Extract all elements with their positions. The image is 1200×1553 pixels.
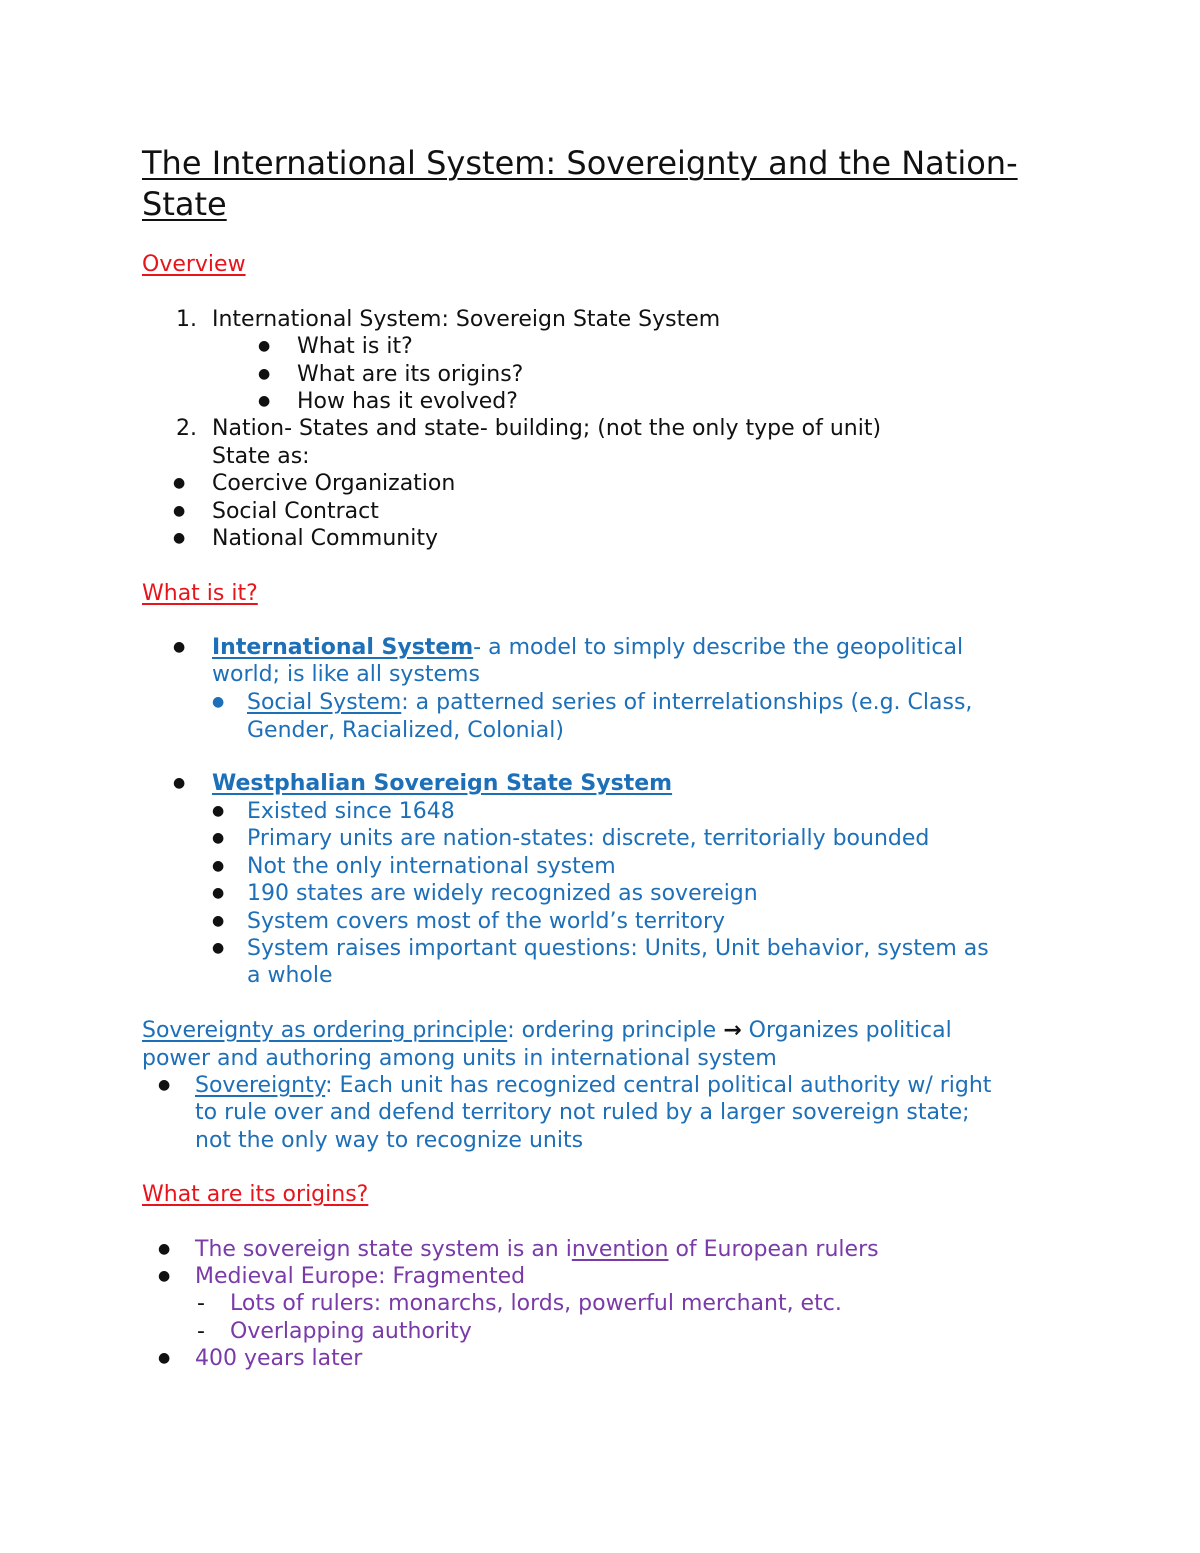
origins-point-underlined: nvention xyxy=(571,1237,669,1262)
sovereignty-definition-line xyxy=(195,1072,991,1099)
westphalian-point: Primary units are nation-states: discrete, territorially bounded xyxy=(247,826,930,851)
arrow-right-icon: → xyxy=(723,1018,742,1043)
international-system-term: International System xyxy=(212,635,474,660)
list-subitem: Social Contract xyxy=(212,499,379,524)
origins-point-text-a: The sovereign state system is an i xyxy=(195,1237,572,1262)
sovereignty-principle-text-b: Organizes political xyxy=(741,1018,952,1043)
bullet-icon: ● xyxy=(158,1268,171,1284)
international-system-line-2: world; is like all systems xyxy=(212,662,480,687)
bullet-icon: ● xyxy=(258,338,271,354)
westphalian-point: 190 states are widely recognized as sovereign xyxy=(247,881,758,906)
sovereignty-definition-line-2: to rule over and defend territory not ruled by a larger sovereign state; xyxy=(195,1100,970,1125)
bullet-icon: ● xyxy=(258,393,271,409)
overview-heading: Overview xyxy=(142,252,246,277)
bullet-icon: ● xyxy=(158,1350,171,1366)
origins-point-text-b: of European rulers xyxy=(668,1237,879,1262)
what-is-it-heading: What is it? xyxy=(142,581,258,606)
bullet-icon: ● xyxy=(212,940,225,956)
bullet-icon: ● xyxy=(258,366,271,382)
international-system-definition: - a model to simply describe the geopolitical xyxy=(473,635,964,660)
westphalian-point: Not the only international system xyxy=(247,854,616,879)
sovereignty-principle-text-a: : ordering principle xyxy=(507,1018,724,1043)
bullet-icon: ● xyxy=(212,694,225,710)
dash-marker: - xyxy=(197,1291,205,1316)
origins-subpoint: Overlapping authority xyxy=(230,1319,472,1344)
list-subitem: Coercive Organization xyxy=(212,471,456,496)
social-system-line-2: Gender, Racialized, Colonial) xyxy=(247,718,564,743)
bullet-icon: ● xyxy=(158,1241,171,1257)
westphalian-point: Existed since 1648 xyxy=(247,799,455,824)
bullet-icon: ● xyxy=(212,803,225,819)
list-subitem: How has it evolved? xyxy=(297,389,518,414)
document-title: The International System: Sovereignty and the Nation-State xyxy=(142,144,1018,223)
list-number: 1. xyxy=(176,307,197,332)
bullet-icon: ● xyxy=(158,1077,171,1093)
bullet-icon: ● xyxy=(173,503,186,519)
origins-point: 400 years later xyxy=(195,1346,363,1371)
list-subitem: What is it? xyxy=(297,334,413,359)
list-item-continuation: State as: xyxy=(212,444,310,469)
sovereignty-definition-line-3: not the only way to recognize units xyxy=(195,1128,584,1153)
origins-heading: What are its origins? xyxy=(142,1182,369,1207)
origins-point: Medieval Europe: Fragmented xyxy=(195,1264,526,1289)
international-system-line xyxy=(212,634,963,661)
list-item: International System: Sovereign State System xyxy=(212,307,721,332)
sovereignty-principle-line-2: power and authoring among units in international system xyxy=(142,1046,777,1071)
list-item: Nation- States and state- building; (not the only type of unit) xyxy=(212,416,882,441)
bullet-icon: ● xyxy=(173,530,186,546)
social-system-definition: : a patterned series of interrelationships (e.g. Class, xyxy=(401,690,973,715)
sovereignty-term: Sovereignty xyxy=(195,1073,326,1098)
bullet-icon: ● xyxy=(173,475,186,491)
list-number: 2. xyxy=(176,416,197,441)
westphalian-point-continuation: a whole xyxy=(247,963,333,988)
list-subitem: What are its origins? xyxy=(297,362,524,387)
bullet-icon: ● xyxy=(173,639,186,655)
bullet-icon: ● xyxy=(212,913,225,929)
origins-subpoint: Lots of rulers: monarchs, lords, powerful merchant, etc. xyxy=(230,1291,842,1316)
bullet-icon: ● xyxy=(212,885,225,901)
westphalian-point: System raises important questions: Units, Unit behavior, system as xyxy=(247,936,989,961)
westphalian-term: Westphalian Sovereign State System xyxy=(212,771,673,796)
list-subitem: National Community xyxy=(212,526,438,551)
bullet-icon: ● xyxy=(173,775,186,791)
bullet-icon: ● xyxy=(212,830,225,846)
bullet-icon: ● xyxy=(212,858,225,874)
social-system-term: Social System xyxy=(247,690,402,715)
sovereignty-definition: : Each unit has recognized central political authority w/ right xyxy=(325,1073,992,1098)
sovereignty-principle-line xyxy=(142,1017,952,1044)
origins-point xyxy=(195,1236,879,1263)
social-system-line xyxy=(247,689,972,716)
westphalian-point: System covers most of the world’s territory xyxy=(247,909,726,934)
sovereignty-principle-term: Sovereignty as ordering principle xyxy=(142,1018,508,1043)
dash-marker: - xyxy=(197,1319,205,1344)
